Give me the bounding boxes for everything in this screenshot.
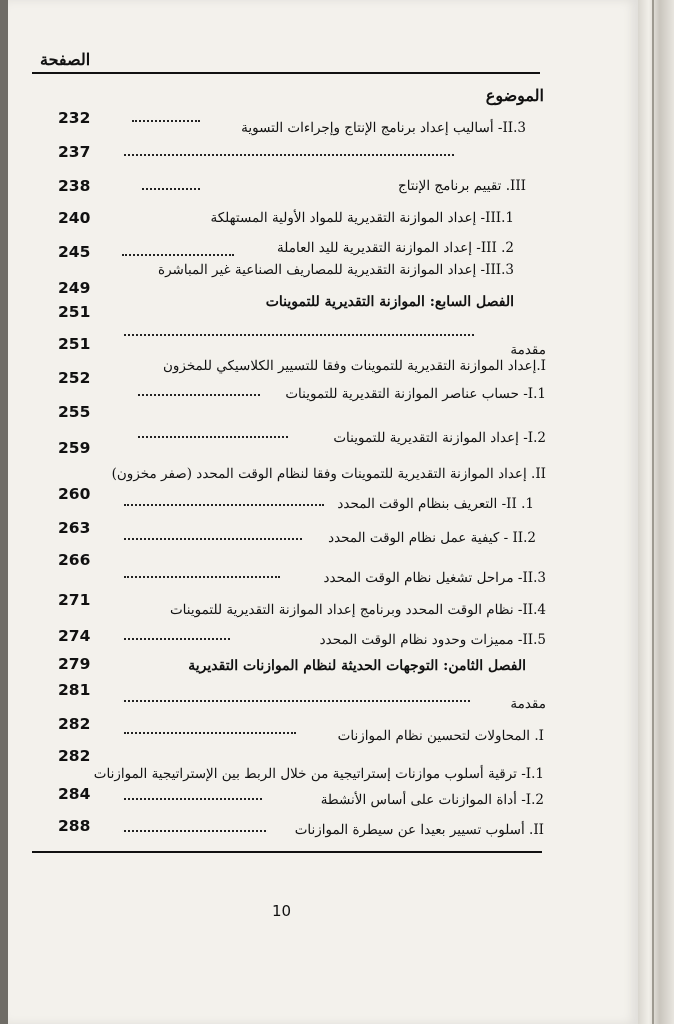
- toc-entry-title: II.3- أساليب إعداد برنامج الإنتاج وإجراءات التسوية: [241, 120, 526, 136]
- toc-row: [0, 294, 674, 324]
- toc-entry-title: مقدمة: [510, 696, 546, 712]
- toc-entry-title: I.إعداد الموازنة التقديرية للتموينات وفقا للتسيير الكلاسيكي للمخزون: [162, 358, 546, 374]
- toc-page-number: 237: [58, 143, 91, 161]
- leader-dots: [142, 188, 200, 190]
- toc-entry-title: III.1- إعداد الموازنة التقديرية للمواد الأولية المستهلكة: [210, 210, 514, 226]
- toc-page-number: 288: [58, 817, 91, 835]
- toc-entry-title: مقدمة: [510, 342, 546, 358]
- leader-dots: [132, 120, 200, 122]
- toc-entry-title: II.4- نظام الوقت المحدد وبرنامج إعداد الموازنة التقديرية للتموينات: [169, 602, 546, 618]
- leader-dots: [138, 394, 260, 396]
- toc-page-number: 271: [58, 591, 91, 609]
- toc-page-number: 282: [58, 715, 91, 733]
- toc-entry-title: I.2- أداة الموازنات على أساس الأنشطة: [320, 792, 544, 808]
- toc-entry-title: II.5- مميزات وحدود نظام الوقت المحدد: [319, 632, 546, 648]
- toc-entry-title: III.3- إعداد الموازنة التقديرية للمصاريف الصناعية غير المباشرة: [158, 262, 514, 278]
- leader-dots: [124, 504, 324, 506]
- toc-page-number: 255: [58, 403, 91, 421]
- leader-dots: [124, 334, 474, 336]
- toc-page-number: 252: [58, 369, 91, 387]
- toc-row: [0, 206, 674, 230]
- leader-dots: [124, 732, 296, 734]
- toc-entry-title: II. إعداد الموازنة التقديرية للتموينات وفقا لنظام الوقت المحدد (صفر مخزون): [111, 466, 546, 482]
- toc-row: [0, 140, 674, 164]
- toc-page-number: 259: [58, 439, 91, 457]
- chapter-heading: الفصل الثامن: التوجهات الحديثة لنظام الموازنات التقديرية: [188, 658, 526, 674]
- leader-dots: [124, 154, 454, 156]
- leader-dots: [122, 254, 234, 256]
- leader-dots: [124, 538, 302, 540]
- toc-entry-title: II.2 - كيفية عمل نظام الوقت المحدد: [328, 530, 536, 546]
- toc-page-number: 282: [58, 747, 91, 765]
- leader-dots: [124, 638, 230, 640]
- footer-rule: [32, 851, 542, 853]
- toc-entry-title: II.3- مراحل تشغيل نظام الوقت المحدد: [323, 570, 546, 586]
- toc-page-number: 281: [58, 681, 91, 699]
- toc-row: [0, 332, 674, 356]
- topic-column-header: الموضوع: [485, 86, 544, 105]
- page-folio-number: 10: [272, 902, 292, 920]
- toc-page-number: 238: [58, 177, 91, 195]
- toc-entry-title: I. المحاولات لتحسين نظام الموازنات: [337, 728, 544, 744]
- toc-page-number: 279: [58, 655, 91, 673]
- toc-page-number: 245: [58, 243, 91, 261]
- chapter-heading: الفصل السابع: الموازنة التقديرية للتموينات: [265, 294, 514, 310]
- toc-entry-title: I.2- إعداد الموازنة التقديرية للتموينات: [333, 430, 546, 446]
- toc-entry-title: II .1- التعريف بنظام الوقت المحدد: [337, 496, 534, 512]
- toc-page-number: 232: [58, 109, 91, 127]
- toc-page-number: 266: [58, 551, 91, 569]
- toc-row: [0, 174, 674, 198]
- leader-dots: [124, 798, 262, 800]
- toc-entry-title: II. أسلوب تسيير بعيدا عن سيطرة الموازنات: [294, 822, 544, 838]
- toc-page-number: 263: [58, 519, 91, 537]
- toc-row: [0, 386, 674, 424]
- toc-page-number: 284: [58, 785, 91, 803]
- leader-dots: [124, 700, 470, 702]
- toc-entry-title: I.1- حساب عناصر الموازنة التقديرية للتموينات: [285, 386, 546, 402]
- toc-page-number: 240: [58, 209, 91, 227]
- toc-page-number: 251: [58, 335, 91, 353]
- toc-entry-title: I.1- ترقية أسلوب موازنات إستراتيجية من خلال الربط بين الإستراتيجية الموازنات: [93, 766, 544, 782]
- toc-page-number: 249: [58, 279, 91, 297]
- leader-dots: [124, 830, 266, 832]
- toc-page-number: 260: [58, 485, 91, 503]
- leader-dots: [124, 576, 280, 578]
- toc-entry-title: III. تقييم برنامج الإنتاج: [397, 178, 526, 194]
- toc-row: [0, 430, 674, 460]
- toc-entry-title: III .2- إعداد الموازنة التقديرية لليد العاملة: [277, 240, 514, 256]
- page-column-header: الصفحة: [40, 50, 91, 69]
- toc-row: [0, 106, 674, 136]
- leader-dots: [138, 436, 288, 438]
- toc-page-number: 251: [58, 303, 91, 321]
- toc-page-number: 274: [58, 627, 91, 645]
